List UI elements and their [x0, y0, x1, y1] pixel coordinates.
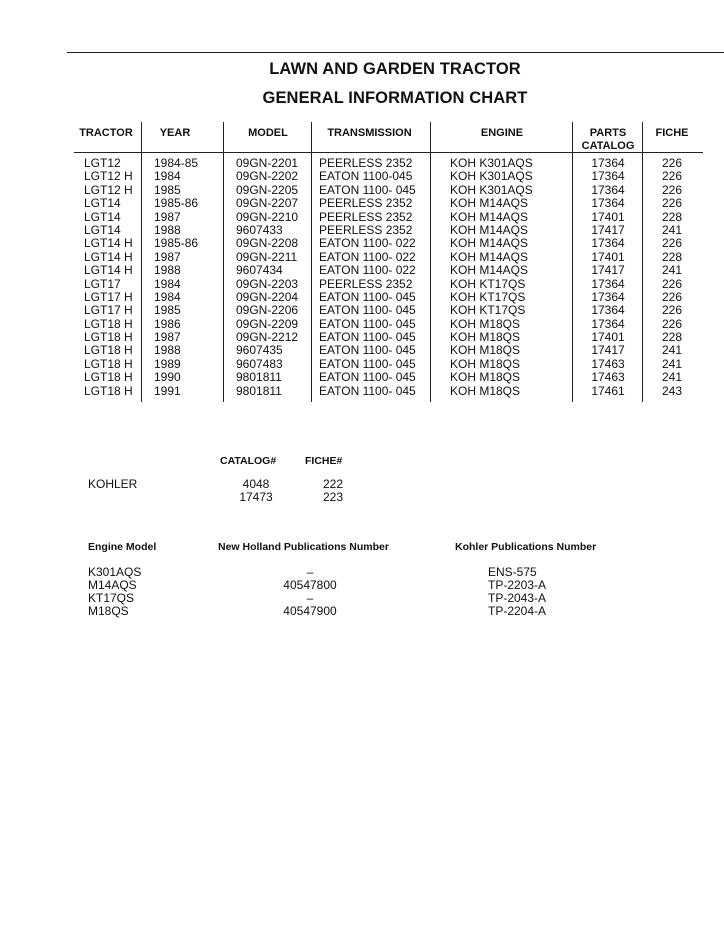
- pub-kohler-number: TP-2043-A: [488, 591, 547, 605]
- pub-nh-number: 40547900: [283, 604, 337, 618]
- cell-engine: KOH M18QS: [450, 356, 521, 371]
- cell-year: 1985-86: [154, 236, 199, 251]
- pub-engine: M18QS: [88, 604, 129, 618]
- pub-header-kohler: Kohler Publications Number: [455, 541, 597, 553]
- cell-fiche: 241: [661, 356, 683, 371]
- cell-model: 09GN-2208: [236, 236, 299, 251]
- header-transmission: TRANSMISSION: [327, 127, 412, 139]
- cell-catalog: 17364: [591, 236, 625, 251]
- cell-fiche: 228: [661, 330, 683, 345]
- cell-year: 1984: [154, 169, 181, 184]
- tractor-column: [84, 157, 133, 398]
- column-divider: [141, 122, 142, 402]
- pub-header-engine-model: Engine Model: [88, 541, 157, 553]
- cell-year: 1988: [154, 343, 181, 358]
- cell-model: 9607434: [236, 263, 283, 278]
- cell-model: 09GN-2210: [236, 209, 299, 224]
- cell-tractor: LGT17 H: [84, 289, 133, 304]
- column-divider: [572, 122, 573, 402]
- cell-year: 1990: [154, 370, 181, 385]
- cell-fiche: 226: [661, 316, 683, 331]
- cell-year: 1985: [154, 303, 181, 318]
- cell-engine: KOH KT17QS: [450, 303, 526, 318]
- cell-engine: KOH M14AQS: [450, 209, 529, 224]
- cell-transmission: EATON 1100- 045: [319, 316, 416, 331]
- cell-year: 1991: [154, 383, 181, 398]
- pub-engine: M14AQS: [88, 578, 137, 592]
- kohler-catalog-1: 4048: [242, 477, 270, 491]
- cell-model: 09GN-2205: [236, 182, 299, 197]
- cell-engine: KOH M18QS: [450, 343, 521, 358]
- cell-year: 1984: [154, 276, 181, 291]
- cell-catalog: 17463: [591, 356, 625, 371]
- cell-catalog: 17364: [591, 303, 625, 318]
- cell-fiche: 243: [661, 383, 683, 398]
- cell-tractor: LGT17: [84, 276, 121, 291]
- model-column: [236, 157, 298, 398]
- cell-model: 9801811: [236, 370, 282, 385]
- cell-tractor: LGT14 H: [84, 249, 133, 264]
- pub-header-new-holland: New Holland Publications Number: [218, 541, 389, 553]
- cell-transmission: EATON 1100- 045: [319, 370, 416, 385]
- cell-catalog: 17364: [591, 196, 625, 211]
- cell-tractor: LGT17 H: [84, 303, 133, 318]
- cell-engine: KOH M14AQS: [450, 249, 529, 264]
- pub-kohler-number: TP-2204-A: [488, 604, 547, 618]
- column-divider: [430, 122, 431, 402]
- cell-year: 1987: [154, 249, 181, 264]
- cell-transmission: EATON 1100- 022: [319, 236, 416, 251]
- cell-tractor: LGT12: [84, 156, 121, 170]
- page-title: LAWN AND GARDEN TRACTOR: [269, 60, 521, 78]
- cell-engine: KOH M18QS: [450, 383, 521, 398]
- cell-fiche: 226: [661, 303, 683, 318]
- cell-tractor: LGT18 H: [84, 316, 133, 331]
- cell-model: 09GN-2212: [236, 330, 299, 345]
- cell-catalog: 17401: [591, 249, 625, 264]
- cell-year: 1988: [154, 263, 181, 278]
- cell-year: 1986: [154, 316, 181, 331]
- cell-catalog: 17401: [591, 209, 625, 224]
- cell-transmission: EATON 1100- 045: [319, 330, 416, 345]
- cell-fiche: 226: [661, 236, 683, 251]
- cell-fiche: 226: [661, 169, 683, 184]
- cell-catalog: 17463: [591, 370, 625, 385]
- cell-engine: KOH KT17QS: [450, 289, 526, 304]
- pub-nh-number: –: [306, 565, 314, 579]
- kohler-fiche-2: 223: [322, 490, 344, 504]
- cell-engine: KOH K301AQS: [450, 156, 533, 170]
- cell-transmission: EATON 1100- 045: [319, 182, 416, 197]
- cell-engine: KOH KT17QS: [450, 276, 526, 291]
- header-catalog: CATALOG: [581, 140, 635, 152]
- cell-catalog: 17364: [591, 276, 625, 291]
- cell-engine: KOH M14AQS: [450, 222, 529, 237]
- kohler-catalog-header: CATALOG#: [220, 455, 277, 467]
- cell-engine: KOH M18QS: [450, 316, 521, 331]
- cell-transmission: PEERLESS 2352: [319, 222, 413, 237]
- kohler-catalog-2: 17473: [239, 490, 273, 504]
- cell-catalog: 17364: [591, 156, 625, 170]
- cell-year: 1985-86: [154, 196, 199, 211]
- column-divider: [642, 122, 643, 402]
- cell-tractor: LGT14 H: [84, 263, 133, 278]
- cell-tractor: LGT12 H: [84, 169, 133, 184]
- column-divider: [311, 122, 312, 402]
- engine-column: [450, 157, 533, 398]
- pub-engine: K301AQS: [88, 565, 142, 579]
- transmission-column: [319, 157, 416, 398]
- cell-catalog: 17364: [591, 289, 625, 304]
- header-year: YEAR: [159, 127, 191, 139]
- cell-year: 1984-85: [154, 156, 199, 170]
- cell-year: 1984: [154, 289, 181, 304]
- year-column: [154, 157, 198, 398]
- cell-transmission: EATON 1100- 045: [319, 383, 416, 398]
- cell-model: 09GN-2206: [236, 303, 299, 318]
- cell-fiche: 228: [661, 249, 683, 264]
- cell-fiche: 226: [661, 289, 683, 304]
- cell-tractor: LGT14 H: [84, 236, 133, 251]
- pub-engine: KT17QS: [88, 591, 135, 605]
- cell-model: 9607435: [236, 343, 283, 358]
- cell-tractor: LGT12 H: [84, 182, 133, 197]
- pub-kohler-number: ENS-575: [488, 565, 537, 579]
- cell-model: 09GN-2203: [236, 276, 299, 291]
- kohler-fiche-1: 222: [322, 477, 344, 491]
- cell-tractor: LGT18 H: [84, 370, 133, 385]
- cell-transmission: EATON 1100- 022: [319, 263, 416, 278]
- cell-tractor: LGT14: [84, 209, 121, 224]
- cell-model: 09GN-2202: [236, 169, 299, 184]
- cell-transmission: PEERLESS 2352: [319, 196, 413, 211]
- cell-transmission: EATON 1100- 045: [319, 303, 416, 318]
- cell-transmission: EATON 1100- 045: [319, 343, 416, 358]
- cell-catalog: 17401: [591, 330, 625, 345]
- header-engine: ENGINE: [480, 127, 524, 139]
- fiche-column: [644, 157, 700, 398]
- cell-model: 09GN-2207: [236, 196, 299, 211]
- cell-tractor: LGT18 H: [84, 383, 133, 398]
- cell-model: 09GN-2204: [236, 289, 299, 304]
- pub-kohler-number: TP-2203-A: [488, 578, 547, 592]
- cell-catalog: 17417: [591, 222, 625, 237]
- cell-tractor: LGT18 H: [84, 356, 133, 371]
- cell-engine: KOH M14AQS: [450, 263, 529, 278]
- cell-engine: KOH M18QS: [450, 370, 521, 385]
- header-rule: [74, 152, 703, 153]
- cell-catalog: 17364: [591, 316, 625, 331]
- cell-fiche: 228: [661, 209, 683, 224]
- kohler-fiche-header: FICHE#: [305, 455, 343, 467]
- cell-year: 1987: [154, 330, 181, 345]
- column-divider: [223, 122, 224, 402]
- pub-nh-number: –: [306, 591, 314, 605]
- page-subtitle: GENERAL INFORMATION CHART: [262, 89, 528, 107]
- cell-catalog: 17364: [591, 169, 625, 184]
- cell-tractor: LGT18 H: [84, 343, 133, 358]
- cell-year: 1987: [154, 209, 181, 224]
- cell-tractor: LGT14: [84, 196, 121, 211]
- top-rule: [67, 52, 724, 53]
- header-parts: PARTS: [589, 127, 627, 139]
- cell-engine: KOH K301AQS: [450, 169, 533, 184]
- cell-fiche: 226: [661, 156, 683, 170]
- cell-year: 1989: [154, 356, 181, 371]
- cell-catalog: 17417: [591, 263, 625, 278]
- cell-transmission: PEERLESS 2352: [319, 276, 413, 291]
- cell-catalog: 17364: [591, 182, 625, 197]
- cell-catalog: 17417: [591, 343, 625, 358]
- cell-fiche: 241: [661, 263, 683, 278]
- cell-transmission: EATON 1100-045: [319, 169, 413, 184]
- cell-transmission: EATON 1100- 022: [319, 249, 416, 264]
- header-parts-catalog: [574, 127, 642, 153]
- cell-transmission: PEERLESS 2352: [319, 209, 413, 224]
- cell-model: 09GN-2209: [236, 316, 299, 331]
- cell-engine: KOH M14AQS: [450, 196, 529, 211]
- cell-year: 1988: [154, 222, 181, 237]
- kohler-label: KOHLER: [88, 477, 138, 491]
- cell-model: 09GN-2201: [236, 156, 299, 170]
- catalog-column: [574, 157, 642, 398]
- cell-transmission: EATON 1100- 045: [319, 289, 416, 304]
- cell-tractor: LGT18 H: [84, 330, 133, 345]
- header-fiche: FICHE: [655, 127, 689, 139]
- cell-catalog: 17461: [591, 383, 625, 398]
- cell-fiche: 241: [661, 222, 683, 237]
- cell-fiche: 226: [661, 196, 683, 211]
- cell-fiche: 241: [661, 370, 683, 385]
- cell-year: 1985: [154, 182, 181, 197]
- header-model: MODEL: [248, 127, 288, 139]
- cell-fiche: 226: [661, 182, 683, 197]
- cell-engine: KOH K301AQS: [450, 182, 533, 197]
- cell-engine: KOH M18QS: [450, 330, 521, 345]
- cell-fiche: 226: [661, 276, 683, 291]
- cell-engine: KOH M14AQS: [450, 236, 529, 251]
- cell-fiche: 241: [661, 343, 683, 358]
- cell-model: 9607483: [236, 356, 283, 371]
- cell-tractor: LGT14: [84, 222, 121, 237]
- cell-transmission: EATON 1100- 045: [319, 356, 416, 371]
- pub-nh-number: 40547800: [283, 578, 337, 592]
- header-tractor: TRACTOR: [79, 127, 133, 139]
- cell-model: 09GN-2211: [236, 249, 298, 264]
- cell-model: 9607433: [236, 222, 283, 237]
- cell-model: 9801811: [236, 383, 282, 398]
- cell-transmission: PEERLESS 2352: [319, 156, 413, 170]
